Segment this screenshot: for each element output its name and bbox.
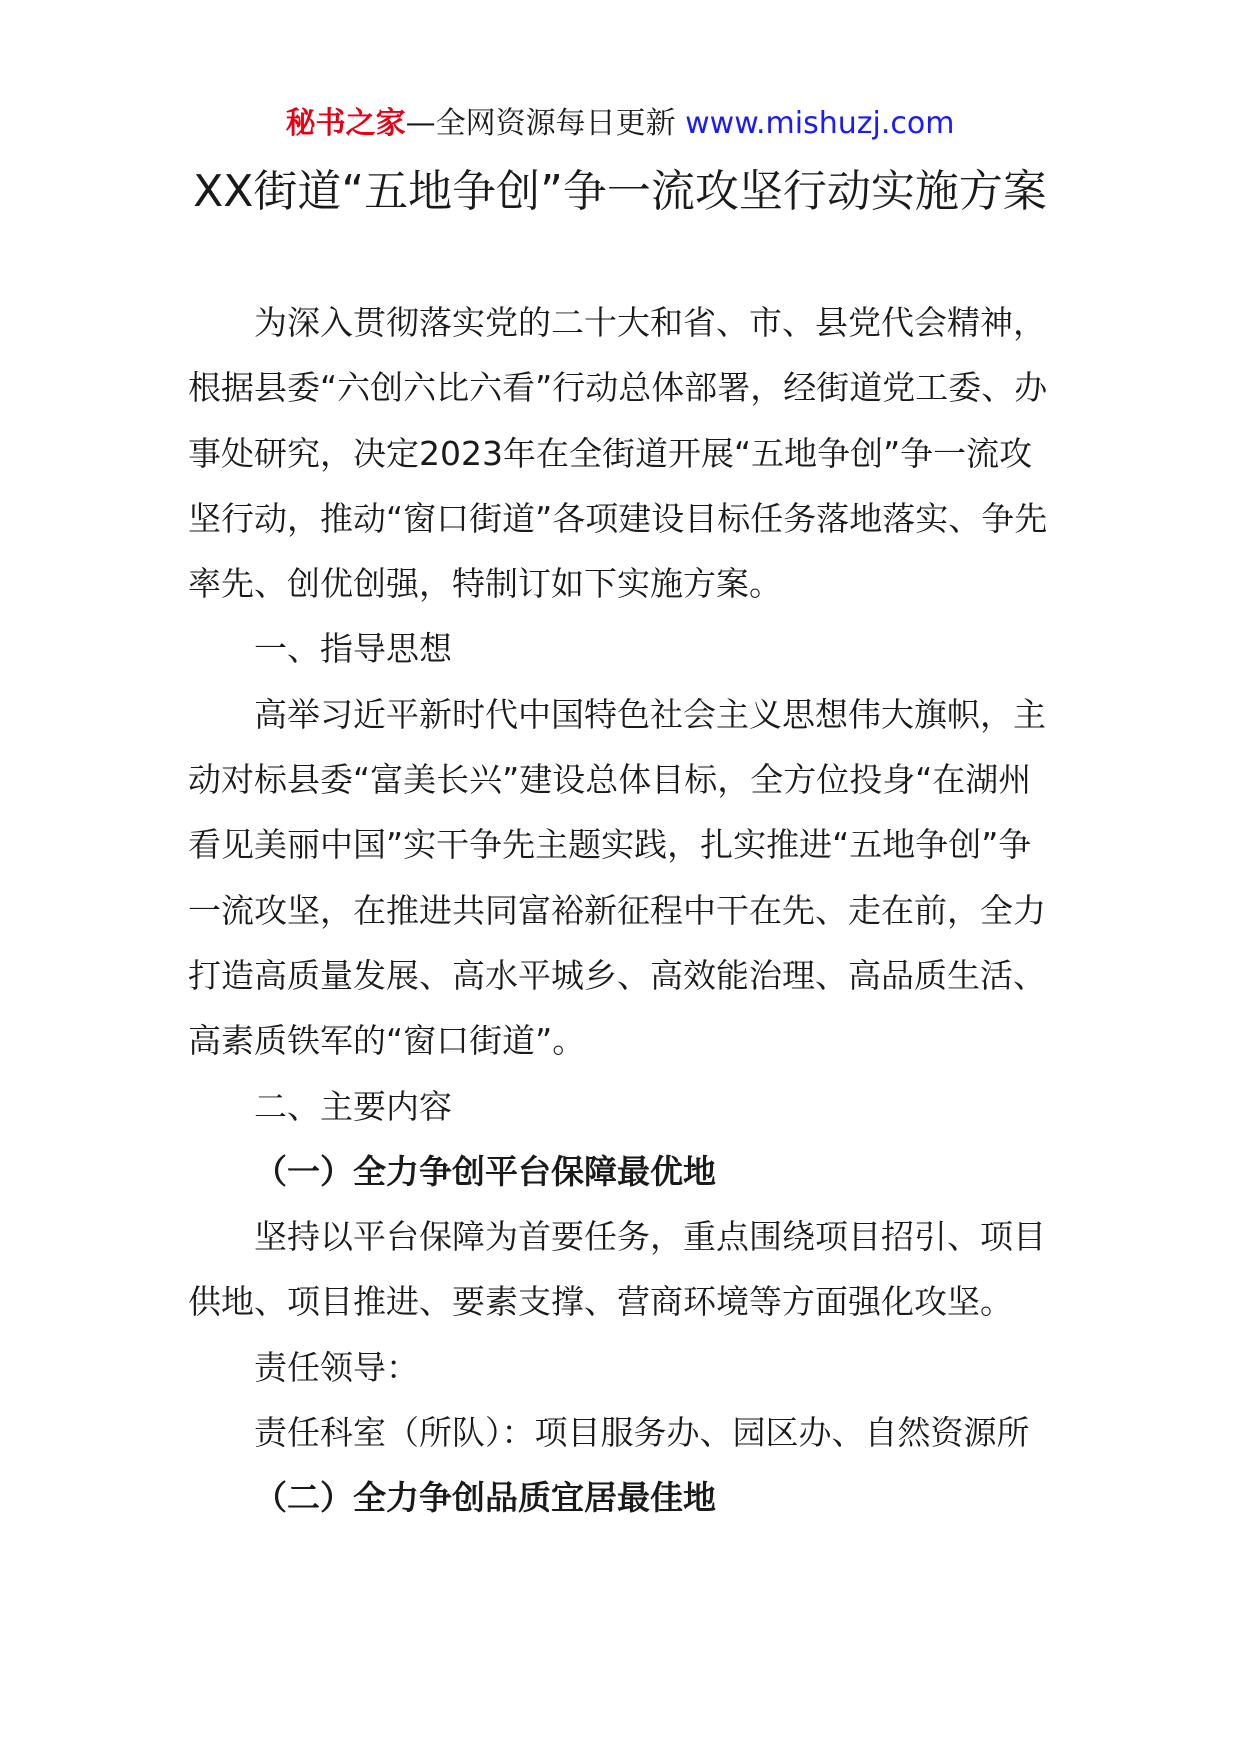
responsible-office-line: 责任科室（所队）：项目服务办、园区办、自然资源所 bbox=[254, 1413, 1030, 1453]
subsection-heading-livable: （二）全力争创品质宜居最佳地 bbox=[254, 1478, 716, 1518]
subsection-heading-platform: （一）全力争创平台保障最优地 bbox=[254, 1151, 716, 1191]
intro-paragraph: 为深入贯彻落实党的二十大和省、市、县党代会精神，根据县委“六创六比六看”行动总体部署，经街道党工委、办事处研究，决定2023年在全街道开展“五地争创”争一流攻坚行动，推动“窗口街道”各项建设目标任务落地落实、争先率先、创优创强，特制订如下实施方案。 bbox=[188, 303, 1048, 604]
section-heading-main-content: 二、主要内容 bbox=[254, 1086, 452, 1126]
banner-brand: 秘书之家 bbox=[285, 106, 406, 141]
banner-url[interactable]: www.mishuzj.com bbox=[685, 106, 955, 141]
platform-paragraph: 坚持以平台保障为首要任务，重点围绕项目招引、项目供地、项目推进、要素支撑、营商环境等方面强化攻坚。 bbox=[188, 1217, 1046, 1322]
guiding-ideology-paragraph: 高举习近平新时代中国特色社会主义思想伟大旗帜，主动对标县委“富美长兴”建设总体目标，全方位投身“在湖州看见美丽中国”实干争先主题实践，扎实推进“五地争创”争一流攻坚，在推进共同富裕新征程中干在先、走在前，全力打造高质量发展、高水平城乡、高效能治理、高品质生活、高素质铁军的“窗口街道”。 bbox=[188, 694, 1046, 1061]
responsible-leader-line: 责任领导： bbox=[254, 1347, 419, 1387]
document-title: XX街道“五地争创”争一流攻坚行动实施方案 bbox=[193, 166, 1047, 217]
document-body bbox=[188, 290, 1058, 1531]
watermark-banner bbox=[0, 104, 1240, 144]
section-heading-guiding-ideology: 一、指导思想 bbox=[254, 629, 452, 669]
banner-slogan: —全网资源每日更新 bbox=[405, 106, 686, 141]
